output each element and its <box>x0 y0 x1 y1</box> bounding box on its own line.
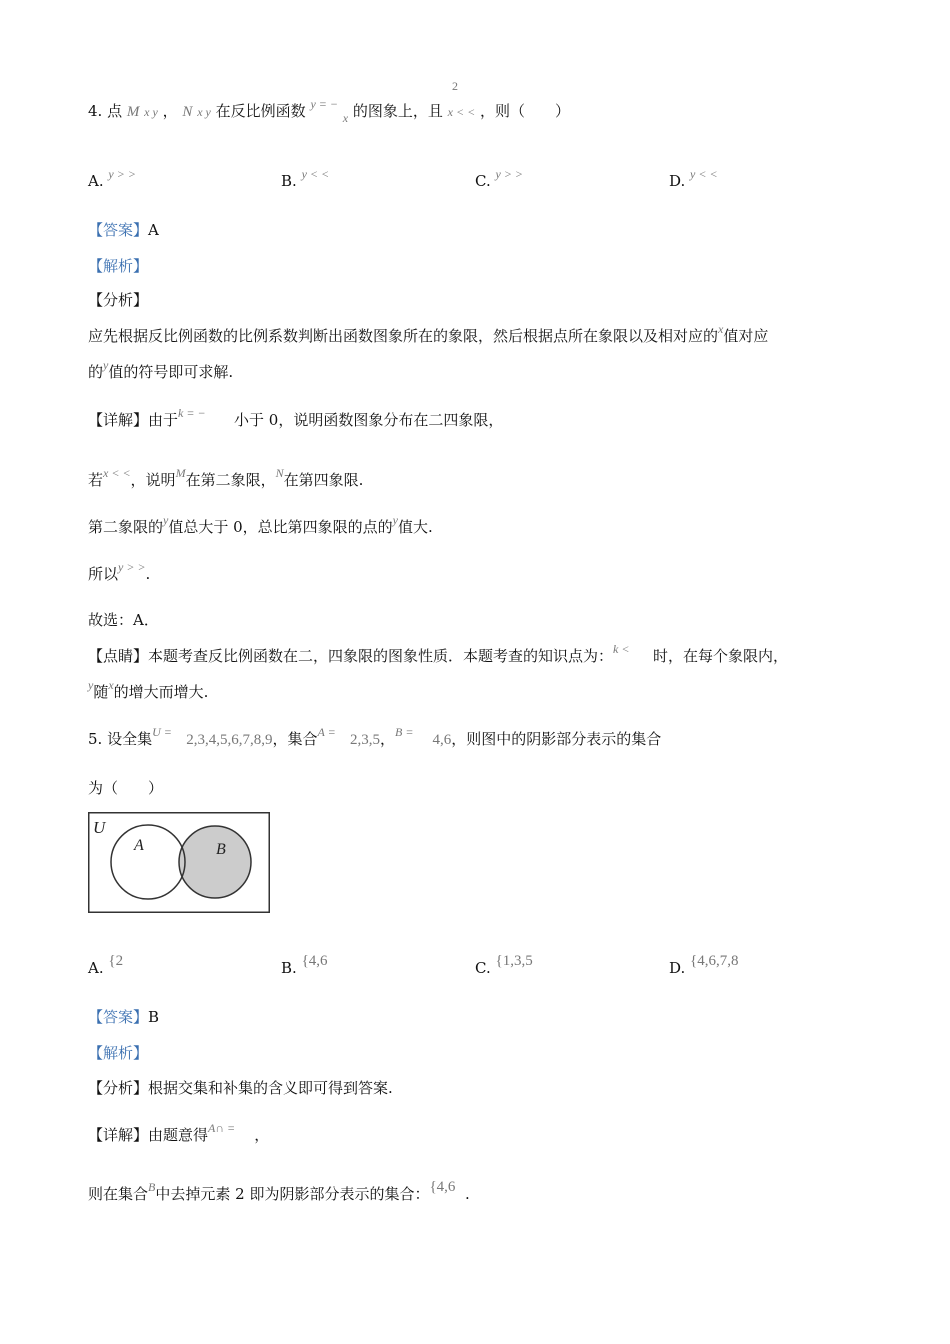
set-B-circle <box>179 826 251 898</box>
option-label: D. <box>669 959 686 977</box>
text: 设全集 <box>107 730 153 748</box>
q4-number: 4. <box>88 102 103 120</box>
q5-number: 5. <box>88 730 103 748</box>
text: ，则图中的阴影部分表示的集合 <box>451 730 662 748</box>
q4-function-numerator: 2 <box>452 79 458 93</box>
text: ， <box>379 730 395 748</box>
text: 值大. <box>398 518 433 536</box>
option-expr: y > > <box>108 167 136 181</box>
q4-point-M: M <box>126 104 140 120</box>
var-y: y <box>392 513 398 527</box>
set-B-elements: 4,6 <box>432 732 452 748</box>
set-U: U = <box>152 725 172 739</box>
inequality: y > > <box>118 560 146 574</box>
text: ，集合 <box>272 730 318 748</box>
q4-text-function: 在反比例函数 <box>215 102 306 120</box>
q4-dianjing-line1 <box>88 642 789 667</box>
text: 时，在每个象限内， <box>653 647 789 665</box>
option-label: C. <box>475 172 491 190</box>
intersection-expr: A∩ = <box>208 1121 236 1135</box>
q4-choose: 故选：A． <box>88 611 159 629</box>
text: 则在集合 <box>88 1185 149 1203</box>
result-set: {4,6 <box>429 1179 456 1195</box>
set-B: B <box>148 1180 156 1194</box>
text: 由题意得 <box>148 1126 209 1144</box>
option-expr: y < < <box>301 167 330 181</box>
text: 第二象限的 <box>88 518 164 536</box>
condition: x < < <box>103 466 131 480</box>
venn-label-B: B <box>216 841 226 858</box>
set-A-elements: 2,3,5 <box>349 732 380 748</box>
option-label: A. <box>88 959 104 977</box>
q4-function-expr: y = − <box>310 97 338 111</box>
option-expr: {4,6,7,8 <box>690 953 739 969</box>
var-y: y <box>163 513 169 527</box>
q4-dianjing-line2 <box>88 678 209 703</box>
detail-tag: 【详解】 <box>88 1126 149 1144</box>
q4-detail-line4 <box>88 560 151 585</box>
q5-conclusion <box>88 1179 470 1205</box>
venn-label-A: A <box>134 837 144 854</box>
q4-detail-line1 <box>88 406 504 431</box>
text: 所以 <box>88 565 119 583</box>
q5-analysis-tag: 【解析】 <box>88 1044 149 1062</box>
answer-tag: 【答案】 <box>88 221 149 239</box>
text: 在第二象限， <box>185 471 276 489</box>
text: 的 <box>88 363 104 381</box>
q4-detail-line2 <box>88 466 364 491</box>
q4-analysis-tag: 【解析】 <box>88 257 149 275</box>
answer-value: B <box>148 1008 160 1026</box>
text: 值的符号即可求解. <box>108 363 234 381</box>
q5-option-d[interactable] <box>669 953 739 979</box>
q4-function-denominator: x <box>342 111 349 125</box>
var-x: x <box>718 322 724 336</box>
text: 随 <box>93 683 109 701</box>
text: 值对应 <box>723 327 769 345</box>
var-y: y <box>103 358 109 372</box>
q4-text-graph: 的图象上，且 <box>352 102 443 120</box>
text: 小于 0，说明函数图象分布在二四象限， <box>234 411 504 429</box>
fenxi-tag: 【分析】 <box>88 1079 149 1097</box>
q4-option-b[interactable] <box>281 167 330 192</box>
q4-text: 点 <box>107 102 123 120</box>
q5-option-a[interactable] <box>88 953 124 979</box>
option-expr: {2 <box>108 953 124 969</box>
detail-tag: 【详解】 <box>88 411 149 429</box>
text: 根据交集和补集的含义即可得到答案. <box>148 1079 393 1097</box>
q4-answer <box>88 220 159 240</box>
point-N: N <box>275 466 284 480</box>
venn-label-U: U <box>93 818 106 837</box>
venn-diagram <box>88 812 270 913</box>
set-U-elements: 2,3,4,5,6,7,8,9 <box>186 732 273 748</box>
option-label: B. <box>281 172 297 190</box>
q5-detail <box>88 1121 270 1146</box>
q5-option-b[interactable] <box>281 953 328 979</box>
answer-tag: 【答案】 <box>88 1008 149 1026</box>
option-label: C. <box>475 959 491 977</box>
option-expr: {1,3,5 <box>495 953 533 969</box>
q5-answer <box>88 1007 159 1027</box>
text: 在第四象限. <box>283 471 364 489</box>
q5-stem <box>88 725 662 750</box>
q4-fenxi-tag: 【分析】 <box>88 291 149 309</box>
q4-coord-M: x y <box>144 105 158 119</box>
q4-stem <box>88 97 570 125</box>
set-B: B = <box>395 725 414 739</box>
var-x: x <box>108 678 114 692</box>
text: 的增大而增大. <box>113 683 209 701</box>
text: 本题考查反比例函数在二，四象限的图象性质．本题考查的知识点为： <box>148 647 614 665</box>
q4-detail-line3 <box>88 513 433 538</box>
q5-option-c[interactable] <box>475 953 533 979</box>
point-M: M <box>175 466 186 480</box>
q4-condition: x < < <box>447 105 476 119</box>
text: . <box>464 1185 470 1203</box>
answer-value: A <box>148 221 159 239</box>
q4-fenxi-line1 <box>88 322 769 347</box>
text: . <box>145 565 151 583</box>
set-A-circle <box>111 825 185 899</box>
option-expr: y < < <box>690 167 718 181</box>
var-y: y <box>88 678 94 692</box>
option-label: A. <box>88 172 104 190</box>
q5-fenxi <box>88 1078 393 1098</box>
q4-comma: ， <box>162 102 178 120</box>
q4-option-a[interactable] <box>88 167 136 192</box>
text: 应先根据反比例函数的比例系数判断出函数图象所在的象限，然后根据点所在象限以及相对应的 <box>88 327 719 345</box>
k-expr: k < <box>613 642 630 656</box>
q5-stem-line2: 为（ ） <box>88 779 164 797</box>
option-label: D. <box>669 172 686 190</box>
text: 中去掉元素 2 即为阴影部分表示的集合： <box>155 1185 430 1203</box>
text: 若 <box>88 471 104 489</box>
text: 由于 <box>148 411 179 429</box>
q4-point-N: N <box>182 104 193 120</box>
q4-option-d[interactable] <box>669 167 718 192</box>
q4-fenxi-line2 <box>88 358 234 383</box>
dianjing-tag: 【点睛】 <box>88 647 149 665</box>
text: ，说明 <box>130 471 176 489</box>
option-label: B. <box>281 959 297 977</box>
k-expr: k = − <box>178 406 206 420</box>
set-A: A = <box>317 725 336 739</box>
text: 值总大于 0，总比第四象限的点的 <box>168 518 393 536</box>
option-expr: {4,6 <box>301 953 328 969</box>
q4-option-c[interactable] <box>475 167 524 192</box>
option-expr: y > > <box>495 167 524 181</box>
q4-coord-N: x y <box>197 105 211 119</box>
q4-text-then: ，则（ ） <box>479 102 570 120</box>
text: ， <box>254 1126 270 1144</box>
